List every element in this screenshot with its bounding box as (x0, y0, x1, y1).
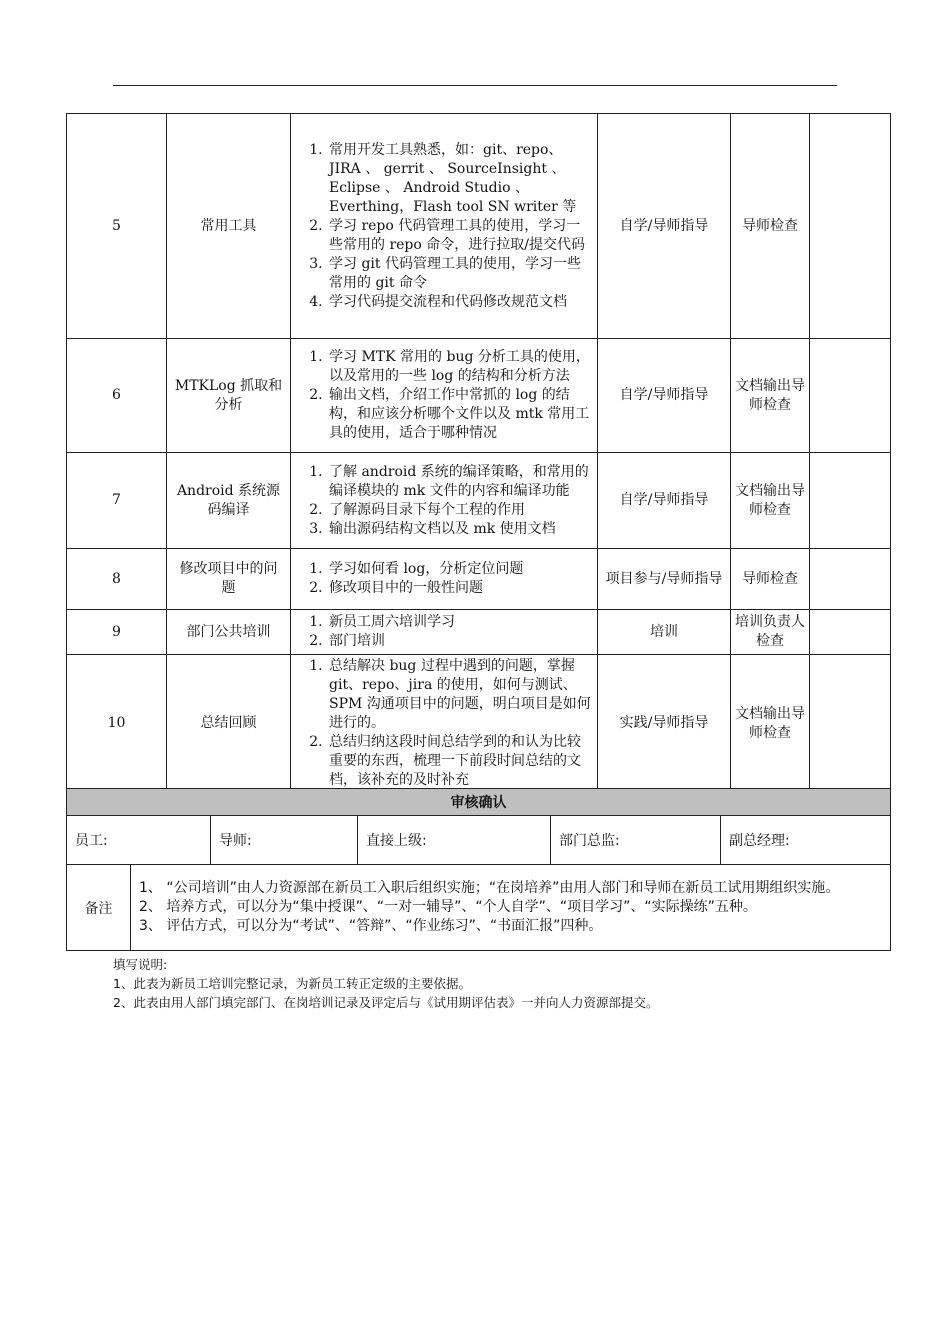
deputy-gm-signature-field[interactable]: 副总经理: (721, 816, 891, 865)
training-item: MTKLog 抓取和分析 (167, 339, 291, 453)
fill-instructions (113, 955, 658, 1012)
content-item: 1. 学习如何看 log，分析定位问题 (327, 560, 591, 579)
training-content (291, 339, 598, 453)
direct-superior-signature-field[interactable]: 直接上级: (358, 816, 551, 865)
dept-director-signature-field[interactable]: 部门总监: (551, 816, 721, 865)
fill-instructions-item: 1、此表为新员工培训完整记录，为新员工转正定级的主要依据。 (113, 976, 471, 991)
row-remark (810, 610, 891, 655)
training-method: 项目参与/导师指导 (598, 549, 731, 610)
content-item: 1. 总结解决 bug 过程中遇到的问题，掌握 git、repo、jira 的使用，如何与测试、SPM 沟通项目中的问题，明白项目是如何进行的。 (327, 657, 591, 733)
content-list (299, 141, 591, 312)
row-number: 7 (67, 453, 167, 549)
training-item: 总结回顾 (167, 655, 291, 793)
evaluation-output: 培训负责人检查 (731, 610, 810, 655)
content-list (299, 613, 591, 651)
training-plan-body (67, 114, 891, 793)
remarks-body (131, 865, 891, 951)
employee-signature-field[interactable]: 员工: (67, 816, 211, 865)
row-number: 6 (67, 339, 167, 453)
remarks-item: 2、 培养方式，可以分为“集中授课”、“一对一辅导”、“个人自学”、“项目学习”、“实际操练”五种。 (139, 899, 757, 915)
header-rule (113, 85, 837, 86)
training-content (291, 114, 598, 339)
training-method: 自学/导师指导 (598, 453, 731, 549)
training-content (291, 610, 598, 655)
content-item: 1. 了解 android 系统的编译策略，和常用的编译模块的 mk 文件的内容和编译功能 (327, 463, 591, 501)
evaluation-output: 导师检查 (731, 549, 810, 610)
row-number: 10 (67, 655, 167, 793)
plan-row (67, 610, 891, 655)
training-item: 常用工具 (167, 114, 291, 339)
content-item: 1. 新员工周六培训学习 (327, 613, 591, 632)
row-remark (810, 339, 891, 453)
row-number: 5 (67, 114, 167, 339)
training-item: 修改项目中的问题 (167, 549, 291, 610)
evaluation-output: 文档输出导师检查 (731, 453, 810, 549)
training-plan-table (66, 113, 891, 793)
content-list (299, 463, 591, 539)
content-item: 2. 输出文档，介绍工作中常抓的 log 的结构，和应该分析哪个文件以及 mtk 常用工具的使用，适合于哪种情况 (327, 386, 591, 443)
plan-row (67, 655, 891, 793)
row-number: 9 (67, 610, 167, 655)
content-item: 2. 学习 repo 代码管理工具的使用，学习一些常用的 repo 命令，进行拉取/提交代码 (327, 217, 591, 255)
evaluation-output: 导师检查 (731, 114, 810, 339)
row-remark (810, 114, 891, 339)
training-method: 培训 (598, 610, 731, 655)
evaluation-output: 文档输出导师检查 (731, 339, 810, 453)
content-item: 2. 了解源码目录下每个工程的作用 (327, 501, 591, 520)
training-method: 实践/导师指导 (598, 655, 731, 793)
training-content (291, 453, 598, 549)
training-item: 部门公共培训 (167, 610, 291, 655)
content-item: 1. 学习 MTK 常用的 bug 分析工具的使用，以及常用的一些 log 的结构和分析方法 (327, 348, 591, 386)
evaluation-output: 文档输出导师检查 (731, 655, 810, 793)
training-item: Android 系统源码编译 (167, 453, 291, 549)
content-item: 3. 输出源码结构文档以及 mk 使用文档 (327, 520, 591, 539)
row-remark (810, 655, 891, 793)
remarks-item: 1、 “公司培训”由人力资源部在新员工入职后组织实施；“在岗培养”由用人部门和导师在新员工试用期组织实施。 (139, 880, 840, 896)
mentor-signature-field[interactable]: 导师: (211, 816, 358, 865)
training-method: 自学/导师指导 (598, 114, 731, 339)
training-method: 自学/导师指导 (598, 339, 731, 453)
plan-row (67, 114, 891, 339)
fill-instructions-item: 2、此表由用人部门填完部门、在岗培训记录及评定后与《试用期评估表》一并向人力资源部提交。 (113, 995, 659, 1010)
training-content (291, 655, 598, 793)
content-list (299, 560, 591, 598)
review-title: 审核确认 (67, 789, 891, 816)
plan-row (67, 339, 891, 453)
remarks-item: 3、 评估方式，可以分为“考试”、“答辩”、“作业练习”、“书面汇报”四种。 (139, 918, 603, 934)
content-item: 1. 常用开发工具熟悉，如：git、repo、JIRA 、 gerrit 、 SourceInsight 、Eclipse 、 Android Studio 、Everthing，Flash tool SN writer 等 (327, 141, 591, 217)
content-item: 2. 修改项目中的一般性问题 (327, 579, 591, 598)
content-item: 2. 部门培训 (327, 632, 591, 651)
row-remark (810, 549, 891, 610)
content-item: 2. 总结归纳这段时间总结学到的和认为比较重要的东西，梳理一下前段时间总结的文档，该补充的及时补充 (327, 733, 591, 790)
row-remark (810, 453, 891, 549)
training-content (291, 549, 598, 610)
review-table (66, 788, 891, 951)
content-item: 4. 学习代码提交流程和代码修改规范文档 (327, 293, 591, 312)
plan-row (67, 453, 891, 549)
row-number: 8 (67, 549, 167, 610)
plan-row (67, 549, 891, 610)
content-item: 3. 学习 git 代码管理工具的使用，学习一些常用的 git 命令 (327, 255, 591, 293)
remarks-label: 备注 (67, 865, 131, 951)
fill-instructions-title: 填写说明: (113, 957, 168, 972)
content-list (299, 348, 591, 443)
content-list (299, 657, 591, 790)
